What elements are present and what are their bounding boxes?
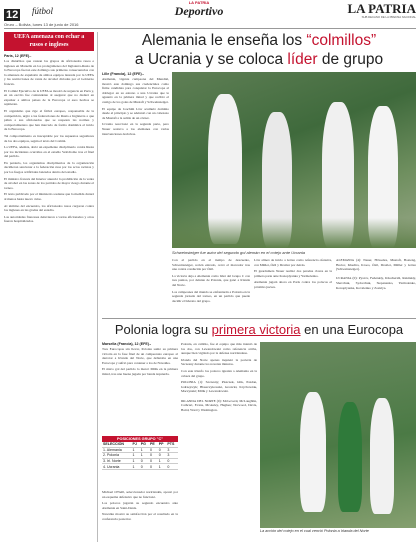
table-cell: 0 bbox=[158, 447, 167, 453]
article1-photo-caption: Schweinsteiger fue autor del segundo gol alemán en el cotejo ante Ucrania bbox=[172, 250, 305, 255]
paragraph: Los disturbios que causan los grupos de aficionados rusos e ingleses en Marsella en los prolegómenos del Inglaterra-Rusia de la Eurocopa fueron este domingo sus primeras consecuencias con la amenaza de expulsión de ambos equipos lanzada por la UEFA y las restricciones de venta de alcohol dictadas por el Gobierno francés. bbox=[4, 59, 94, 86]
paragraph: El único gol del partido lo marcó Milik en la primera mitad, tras una buena jugada por banda izquierda. bbox=[102, 367, 178, 376]
paragraph: Los campeones del mundo se enfrentarán a Polonia en la segunda jornada del torneo, en un partido que puede decidir el liderato del grupo. bbox=[172, 289, 250, 303]
paragraph: Ucrania reaccionó en la segunda parte, pero Neuer sostuvo a los alemanes con varias intervenciones decisivas. bbox=[102, 122, 169, 136]
article2-photo bbox=[260, 342, 416, 528]
paragraph: Con el partido en el tiempo de descuento, Schweinsteiger, recién entrado, cerró el marcador tras una contra conducida por Özil. bbox=[172, 258, 250, 272]
table-header-cell: PP bbox=[158, 442, 167, 447]
table-row bbox=[102, 447, 178, 453]
paragraph: Con este triunfo los polacos igualan a Alemania en la cabeza del grupo. bbox=[181, 368, 257, 378]
table-cell: 2. Polonia bbox=[102, 453, 132, 459]
table-cell: 0 bbox=[149, 453, 158, 459]
article1-photo bbox=[172, 72, 416, 248]
sidebar-headline: UEFA amenaza con echar a rusos e ingleses bbox=[4, 32, 94, 51]
article1-col2 bbox=[172, 258, 250, 314]
article-divider bbox=[102, 318, 416, 319]
table-header-cell: PG bbox=[140, 442, 149, 447]
table-header-cell: SELECCIÓN bbox=[102, 442, 132, 447]
table-cell: 1 bbox=[132, 447, 140, 453]
paragraph: El guardameta Neuer realizó dos paradas claves en la primera parte ante Konoplyanka y Yarmolenko. bbox=[254, 269, 332, 278]
article1-headline: Alemania le enseña los “colmillos” a Ucrania y se coloca líder de grupo bbox=[134, 32, 384, 68]
table-cell: 1 bbox=[132, 458, 140, 464]
table-cell: 0 bbox=[149, 464, 158, 470]
paragraph: En paralelo, los organismos disciplinarios de la organización decidieron sancionar a la federación rusa por los actos racistas y por los fuegos artificiales lanzados dentro del estadio. bbox=[4, 160, 94, 175]
table-cell: 0 bbox=[166, 464, 178, 470]
article1-col1 bbox=[102, 72, 169, 252]
paragraph: Nawalka mostró su satisfacción por el resultado en la conferencia posterior. bbox=[102, 512, 178, 521]
article2-byline: Marsella (Francia), 12 (EFE).- bbox=[102, 342, 152, 346]
article2-headline: Polonia logra su primera victoria en una Eurocopa bbox=[114, 322, 404, 337]
sidebar-article bbox=[4, 32, 94, 542]
table-cell: 0 bbox=[149, 447, 158, 453]
table-cell: 4. Ucrania bbox=[102, 464, 132, 470]
table-header-cell: PTS bbox=[166, 442, 178, 447]
paragraph: Tres Eurocopas sin llevar, Polonia sumó su primera victoria en la fase final de un campeonato europeo al derrotar a Irlanda del Norte, que debutaba en una Eurocopa y sufrió para contener a los de Nawalka. bbox=[102, 347, 178, 365]
paragraph: Alemania jugará ahora en París contra los polacos el próximo jueves. bbox=[254, 280, 332, 289]
table-cell: 1 bbox=[140, 447, 149, 453]
paragraph: El organismo que rige el fútbol europeo, responsable de la competición, urgió a las federaciones de Rusia e Inglaterra a que pidan a sus aficionados que se respeten las normas y comportamientos que han marcado de forma dramática el inicio de la Eurocopa. bbox=[4, 108, 94, 132]
table-cell: 0 bbox=[140, 464, 149, 470]
table-cell: 3. Irl. Norte bbox=[102, 458, 132, 464]
paragraph: Polonia, en cambio, fue el equipo que más intentó de los dos, con Lewandowski como referencia arriba, aunque bien vigilado por la defensa norirlandesa. bbox=[181, 342, 257, 356]
table-row bbox=[102, 458, 178, 464]
paragraph: Al término del encuentro, los aficionados rusos cargaron contra los ingleses en las gradas del estadio. bbox=[4, 203, 94, 213]
dateline: Oruro – Bolivia, lunes 13 de junio de 2016 bbox=[4, 22, 79, 27]
masthead-rule bbox=[4, 28, 416, 29]
table-cell: 1 bbox=[140, 453, 149, 459]
paragraph: La victoria deja a Alemania como líder del Grupo C con tres puntos, por delante de Polonia, que ganó a Irlanda del Norte. bbox=[172, 273, 250, 287]
paragraph: El ministro francés del Interior anunció la prohibición de la venta de alcohol en las zonas de los partidos de mayor riesgo durante el torneo. bbox=[4, 176, 94, 190]
table-cell: 1 bbox=[158, 464, 167, 470]
paragraph: Alemania, vigente campeona del Mundial, mostró este domingo sus credenciales como firme candidata para conquistar la Eurocopa al doblegar en su estreno a una Ucrania que le aguantó en la primera mitad y que recibió el castigo de los goles de Mustafi y Schweinsteiger. bbox=[102, 77, 169, 104]
article2-col1 bbox=[102, 342, 178, 432]
table-cell: 1 bbox=[158, 458, 167, 464]
sidebar-body bbox=[4, 59, 94, 224]
article1-lineups: ALEMANIA (4): Neuer, Höwedes, Mustafi, Boateng, Hector, Khedira, Kroos, Özil, Draxler, Müller y Götze (Schweinsteiger). UCRANIA (0): Pyatov, Fedetskiy, Khacheridi, Rakitskiy, Shevchuk, Sydorchuk, Stepanenko, Yarmolenko, Konoplyanka, Kovalenko y Zozulya. bbox=[336, 258, 416, 290]
paragraph: Michael O'Neill, seleccionador norirlandés, apostó por un esquema defensivo que no funcionó. bbox=[102, 490, 178, 499]
page-number: 12 bbox=[6, 9, 19, 21]
table-cell: 3 bbox=[166, 447, 178, 453]
table-cell: 1 bbox=[132, 453, 140, 459]
table-row bbox=[102, 464, 178, 470]
paragraph: La UEFA, además, abrió un expediente disciplinario contra Rusia por los incidentes ocurridos en el estadio Velódromo tras el final del partido. bbox=[4, 145, 94, 159]
paragraph: Tal comportamiento es inaceptable por los supuestos seguidores de los dos equipos, según el texto del Comité. bbox=[4, 133, 94, 143]
article1-byline: Lille (Francia), 12 (EFE).- bbox=[102, 72, 144, 76]
paragraph: Löw alineó de inicio a Götze como referencia ofensiva, con Müller, Özil y Draxler por detrás. bbox=[254, 258, 332, 267]
table-cell: 1 bbox=[132, 464, 140, 470]
table-cell: 0 bbox=[158, 453, 167, 459]
table-row bbox=[102, 453, 178, 459]
paragraph: Irlanda del Norte apenas inquietó la portería de Szczesny durante los noventa minutos. bbox=[181, 357, 257, 367]
deportivo-logo: LA PATRIA Deportivo bbox=[174, 0, 224, 18]
table-cell: 3 bbox=[166, 453, 178, 459]
article2-lineups-text: POLONIA (1): Szczesny; Piszczek, Glik, Pazdan, Jedrzejczyk; Blaszczykowski, Grosicki, Krychowiak, Maczynski; Milik y Lewandowski. IRLANDA DEL NORTE (0): McGovern; McLaughlin, Cathcart, Evans, McAuley, Hughes; Norwood, Davis, Baird, Ward y Washington. bbox=[181, 380, 257, 412]
paragraph: Las autoridades francesas detuvieron a varios aficionados y otros fueron hospitalizados. bbox=[4, 214, 94, 224]
standings-table bbox=[102, 436, 178, 470]
paragraph: El equipo de Joachim Löw acumuló dominio desde el principio y se adelantó con un cabezazo de Mustafi a la salida de un córner. bbox=[102, 106, 169, 120]
article2-col3 bbox=[102, 490, 178, 542]
standings-title: POSICIONES GRUPO "C" bbox=[102, 436, 178, 442]
article2-photo-caption: La acción del cotejo en el cual venció Polonia a Irlanda del Norte bbox=[260, 529, 369, 533]
table-header-cell: PJ bbox=[132, 442, 140, 447]
table-cell: 0 bbox=[166, 458, 178, 464]
column-divider bbox=[97, 32, 98, 542]
article1-col3 bbox=[254, 258, 332, 314]
paragraph: Los polacos jugarán su segundo encuentro ante Alemania en Saint-Denis. bbox=[102, 501, 178, 510]
paragraph: El texto publicado por el ministerio sostiene que la medida durará al menos hasta nuevo aviso. bbox=[4, 192, 94, 202]
sidebar-byline: París, 12 (EFE).- bbox=[4, 54, 32, 58]
table-cell: 1. Alemania bbox=[102, 447, 132, 453]
section-label: fútbol bbox=[32, 6, 54, 16]
paper-logo: LA PATRIA SUB DECANO DE LA PRENSA NACIONAL bbox=[347, 1, 416, 19]
paragraph: El Comité Ejecutivo de la UEFA se mostró de urgencia en París y, en un escrito fue contundente al asegurar que no dudará en expulsar a ambos países de la Eurocopa si esos hechos se repitieran. bbox=[4, 88, 94, 107]
table-cell: 0 bbox=[149, 458, 158, 464]
table-header-cell: PE bbox=[149, 442, 158, 447]
article2-col2 bbox=[181, 342, 257, 542]
table-cell: 0 bbox=[140, 458, 149, 464]
